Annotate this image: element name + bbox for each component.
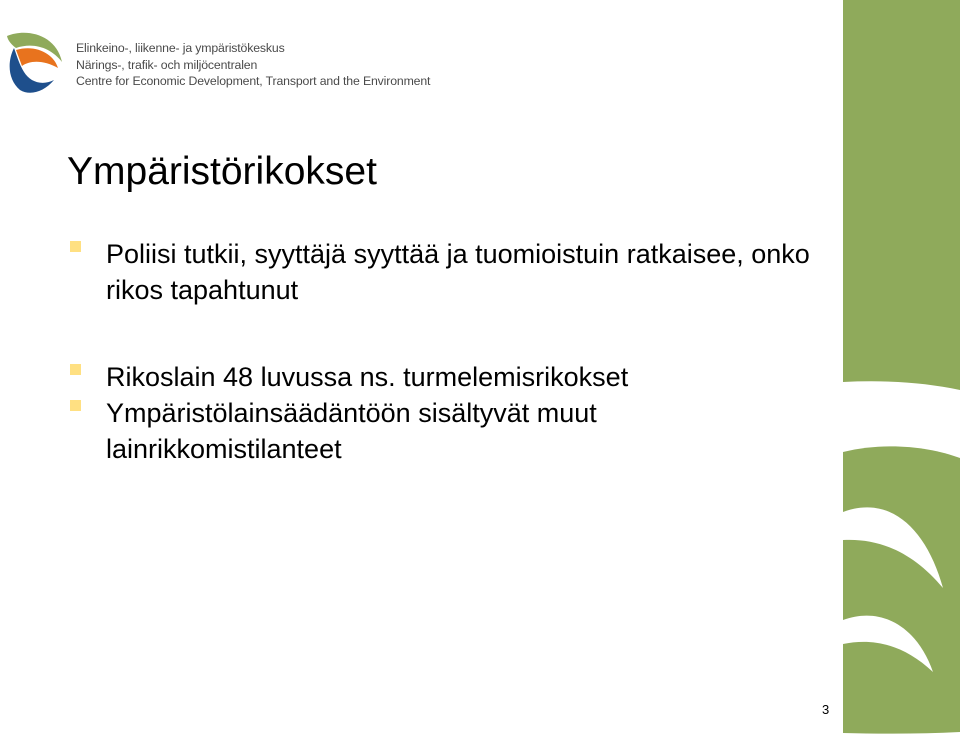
- ely-logo-icon: [4, 28, 64, 94]
- bullet-item: [70, 236, 810, 308]
- bullet-text: Poliisi tutkii, syyttäjä syyttää ja tuomioistuin ratkaisee, onko rikos tapahtunut: [106, 239, 810, 305]
- slide-title: Ympäristörikokset: [67, 150, 377, 193]
- bullet-text: Ympäristölainsäädäntöön sisältyvät muut lainrikkomistilanteet: [106, 398, 597, 464]
- org-name-english: Centre for Economic Development, Transport and the Environment: [76, 74, 431, 88]
- bullet-list: [70, 236, 810, 467]
- bullet-square-icon: [70, 400, 81, 411]
- bullet-text: Rikoslain 48 luvussa ns. turmelemisrikokset: [106, 362, 629, 392]
- org-name-swedish: Närings-, trafik- och miljöcentralen: [76, 57, 258, 72]
- organization-name: [76, 40, 430, 90]
- page-number: 3: [822, 702, 830, 717]
- bullet-square-icon: [70, 364, 81, 375]
- bullet-item: [70, 395, 810, 467]
- green-leaf-decoration: [843, 0, 960, 744]
- bullet-square-icon: [70, 241, 81, 252]
- bullet-item: [70, 359, 810, 395]
- org-name-finnish: Elinkeino-, liikenne- ja ympäristökeskus: [76, 41, 285, 55]
